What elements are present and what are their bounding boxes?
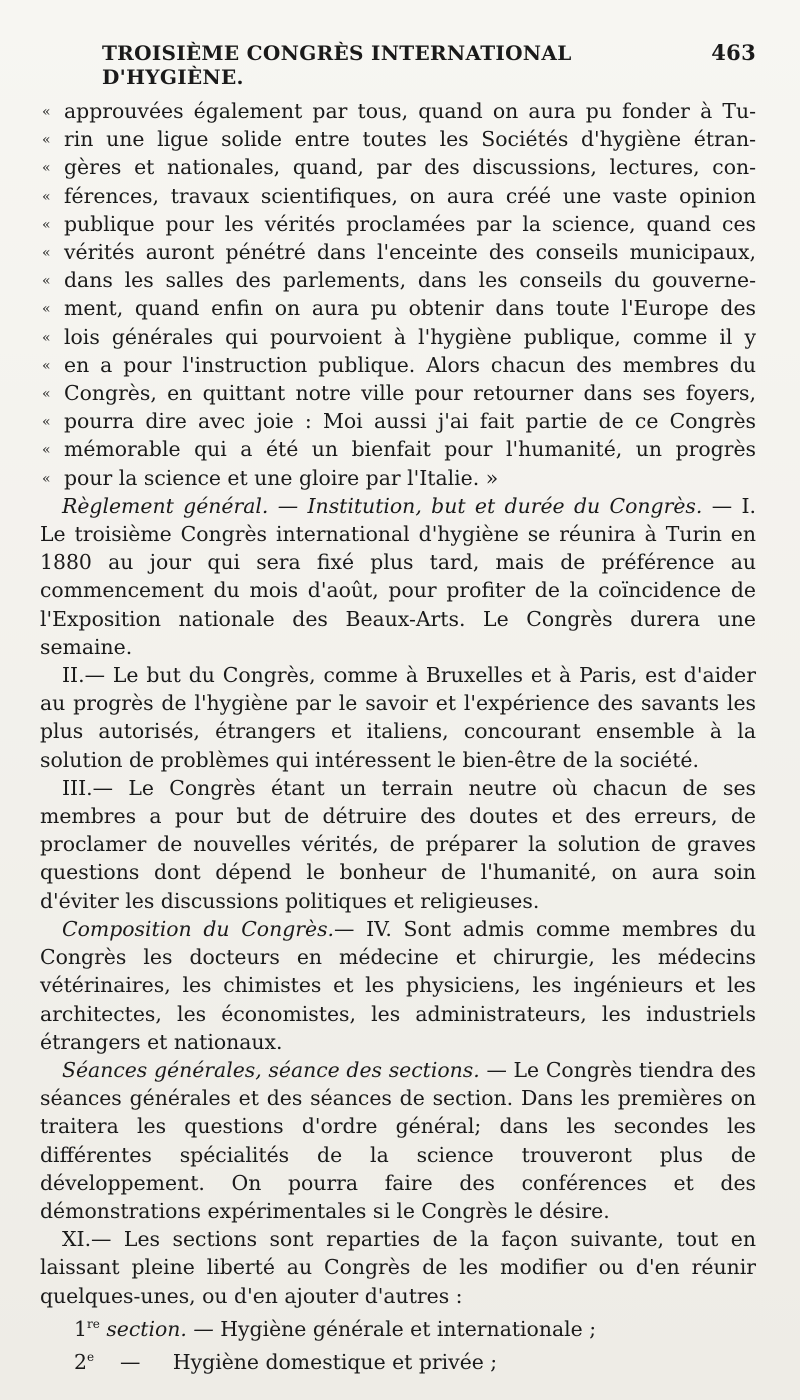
paragraph-article-3: III.— Le Congrès étant un terrain neutre où chacun de ses membres a pour but de détruire des doutes et des erreurs, de proclamer de nouvelles vérités, de préparer la solution de graves questions dont dépend le bonheur de l'humanité, on aura soin d'éviter les discussions politiques et religieuses. <box>40 775 756 913</box>
quote-line: « lois générales qui pourvoient à l'hygiène publique, comme il y <box>40 323 756 351</box>
section-sup: e <box>86 1349 95 1364</box>
seances-heading: Séances générales, séance des sections. <box>62 1057 480 1082</box>
body-text <box>40 97 756 1376</box>
quote-line: « en a pour l'instruction publique. Alors chacun des membres du <box>40 351 756 379</box>
sections-list <box>40 1310 756 1376</box>
section-number: 2 <box>74 1349 87 1374</box>
quote-line: « pour la science et une gloire par l'Italie. » <box>40 464 756 492</box>
quote-line: « rin une ligue solide entre toutes les Sociétés d'hygiène étran- <box>40 125 756 153</box>
section-line <box>40 1343 756 1376</box>
quote-line: « pourra dire avec joie : Moi aussi j'ai fait partie de ce Congrès <box>40 407 756 435</box>
section-label: section. — <box>106 1316 214 1341</box>
paragraph-reglement <box>40 492 756 661</box>
paragraph-article-11: XI.— Les sections sont reparties de la façon suivante, tout en laissant pleine liberté au Congrès de les modifier ou d'en réunir quelques-unes, ou d'en ajouter d'autres : <box>40 1227 756 1308</box>
reglement-text: — I. Le troisième Congrès international d'hygiène se réunira à Turin en 1880 au jour qui sera fixé plus tard, mais de préférence au commencement du mois d'août, pour profiter de la coïncidence de l'Exposition nationale des Beaux-Arts. Le Congrès durera une semaine. <box>40 493 756 659</box>
paragraph-composition <box>40 915 756 1056</box>
reglement-heading: Règlement général. — Institution, but et durée du Congrès. <box>62 493 703 518</box>
quotation-block <box>40 97 756 492</box>
section-number: 1 <box>74 1316 87 1341</box>
page-number: 463 <box>711 40 756 65</box>
section-label: — <box>120 1349 141 1374</box>
composition-text: — IV. Sont admis comme membres du Congrès les docteurs en médecine et chirurgie, les médecins vétérinaires, les chimistes et les physiciens, les ingénieurs et les architectes, les économistes, les administrateurs, les industriels étrangers et nationaux. <box>40 916 756 1054</box>
section-text: Hygiène domestique et privée ; <box>172 1349 498 1374</box>
composition-heading: Composition du Congrès. <box>62 916 335 941</box>
quote-line: « dans les salles des parlements, dans les conseils du gouverne- <box>40 266 756 294</box>
quote-line: « ment, quand enfin on aura pu obtenir dans toute l'Europe des <box>40 294 756 322</box>
quote-line: « mémorable qui a été un bienfait pour l'humanité, un progrès <box>40 435 756 463</box>
quote-line: « publique pour les vérités proclamées par la science, quand ces <box>40 210 756 238</box>
quote-line: « férences, travaux scientifiques, on aura créé une vaste opinion <box>40 182 756 210</box>
quote-line: « vérités auront pénétré dans l'enceinte des conseils municipaux, <box>40 238 756 266</box>
quote-line: « Congrès, en quittant notre ville pour retourner dans ses foyers, <box>40 379 756 407</box>
paragraph-seances <box>40 1056 756 1225</box>
seances-text: — Le Congrès tiendra des séances générales et des séances de section. Dans les premières on traitera les questions d'ordre général; dans les secondes les différentes spécialités de la science trouveront plus de développement. On pourra faire des conférences et des démonstrations expérimentales si le Congrès le désire. <box>40 1057 757 1223</box>
quote-line: « gères et nationales, quand, par des discussions, lectures, con- <box>40 153 756 181</box>
quote-line: « approuvées également par tous, quand on aura pu fonder à Tu- <box>40 97 756 125</box>
section-line <box>40 1310 756 1343</box>
running-header <box>102 40 756 89</box>
paragraph-article-2: II.— Le but du Congrès, comme à Bruxelles et à Paris, est d'aider au progrès de l'hygiène par le savoir et l'expérience des savants les plus autorisés, étrangers et italiens, concourant ensemble à la solution de problèmes qui intéressent le bien-être de la société. <box>40 663 756 772</box>
running-title: TROISIÈME CONGRÈS INTERNATIONAL D'HYGIÈNE. <box>102 41 572 89</box>
section-sup: re <box>86 1316 100 1331</box>
section-text: Hygiène générale et internationale ; <box>220 1316 597 1341</box>
